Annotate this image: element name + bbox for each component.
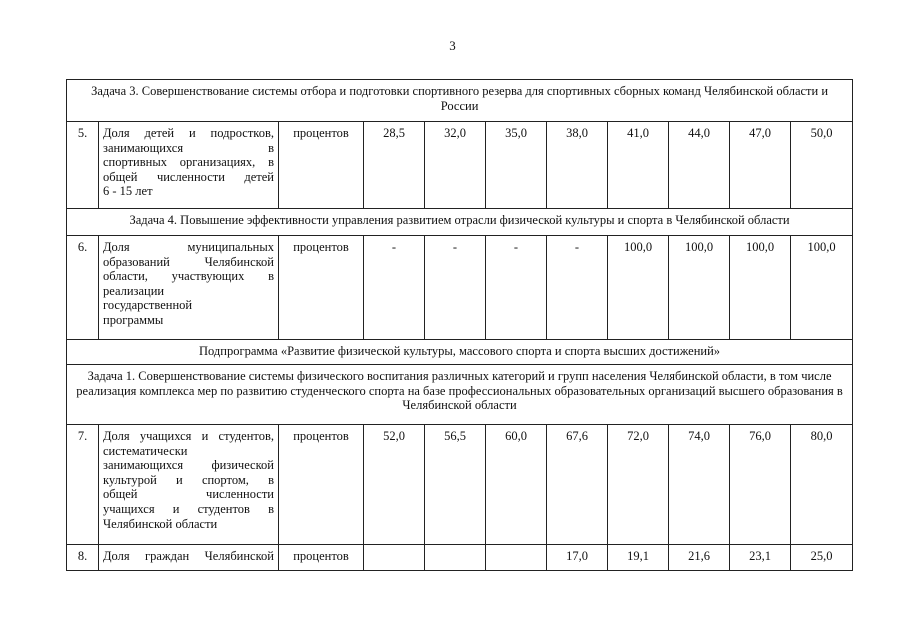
section-row-task1 <box>67 365 853 425</box>
value-cell: 100,0 <box>730 236 791 340</box>
value-cell <box>364 545 425 571</box>
row-number: 8. <box>67 545 99 571</box>
section-title-task1: Задача 1. Совершенствование системы физического воспитания различных категорий и групп населения Челябинской области, в том числе реализация комплекса мер по развитию студенческого спорта на базе профессиональных образовательных организаций высшего образования в Челябинской области <box>67 365 853 425</box>
indicators-table <box>66 79 853 571</box>
value-cell: 67,6 <box>547 425 608 545</box>
section-title-task3: Задача 3. Совершенствование системы отбора и подготовки спортивного резерва для спортивных сборных команд Челябинской области и России <box>67 80 853 122</box>
value-cell: 25,0 <box>791 545 853 571</box>
value-cell <box>425 545 486 571</box>
value-cell: 23,1 <box>730 545 791 571</box>
value-cell: 80,0 <box>791 425 853 545</box>
value-cell: 47,0 <box>730 122 791 209</box>
row-number: 6. <box>67 236 99 340</box>
table-row <box>67 236 853 340</box>
value-cell: - <box>547 236 608 340</box>
table-row <box>67 545 853 571</box>
subprogram-title: Подпрограмма «Развитие физической культуры, массового спорта и спорта высших достижений» <box>67 340 853 365</box>
value-cell: 35,0 <box>486 122 547 209</box>
value-cell: 52,0 <box>364 425 425 545</box>
value-cell: 72,0 <box>608 425 669 545</box>
indicator-name: Доля граждан Челябинской <box>99 545 279 571</box>
section-row-task3 <box>67 80 853 122</box>
value-cell: 50,0 <box>791 122 853 209</box>
value-cell: 28,5 <box>364 122 425 209</box>
value-cell: 17,0 <box>547 545 608 571</box>
indicator-name: Доля детей и подростков, занимающихся в спортивных организациях, в общей численности детей 6 - 15 лет <box>99 122 279 209</box>
row-number: 7. <box>67 425 99 545</box>
value-cell: 56,5 <box>425 425 486 545</box>
value-cell: 32,0 <box>425 122 486 209</box>
value-cell <box>486 545 547 571</box>
value-cell: 21,6 <box>669 545 730 571</box>
page-number: 3 <box>449 38 456 53</box>
unit-cell: процентов <box>279 122 364 209</box>
table-row <box>67 122 853 209</box>
value-cell: 41,0 <box>608 122 669 209</box>
unit-cell: процентов <box>279 545 364 571</box>
value-cell: 100,0 <box>791 236 853 340</box>
value-cell: 60,0 <box>486 425 547 545</box>
row-number: 5. <box>67 122 99 209</box>
value-cell: 100,0 <box>608 236 669 340</box>
section-row-subprogram <box>67 340 853 365</box>
indicator-name: Доля муниципальных образований Челябинской области, участвующих в реализации государственной программы <box>99 236 279 340</box>
value-cell: - <box>425 236 486 340</box>
value-cell: 19,1 <box>608 545 669 571</box>
value-cell: 76,0 <box>730 425 791 545</box>
unit-cell: процентов <box>279 236 364 340</box>
value-cell: 100,0 <box>669 236 730 340</box>
value-cell: - <box>364 236 425 340</box>
section-title-task4: Задача 4. Повышение эффективности управления развитием отрасли физической культуры и спорта в Челябинской области <box>67 209 853 236</box>
value-cell: 74,0 <box>669 425 730 545</box>
table-row <box>67 425 853 545</box>
value-cell: 38,0 <box>547 122 608 209</box>
section-row-task4 <box>67 209 853 236</box>
unit-cell: процентов <box>279 425 364 545</box>
value-cell: - <box>486 236 547 340</box>
value-cell: 44,0 <box>669 122 730 209</box>
indicator-name: Доля учащихся и студентов, систематически занимающихся физической культурой и спортом, в общей численности учащихся и студентов в Челябинской области <box>99 425 279 545</box>
